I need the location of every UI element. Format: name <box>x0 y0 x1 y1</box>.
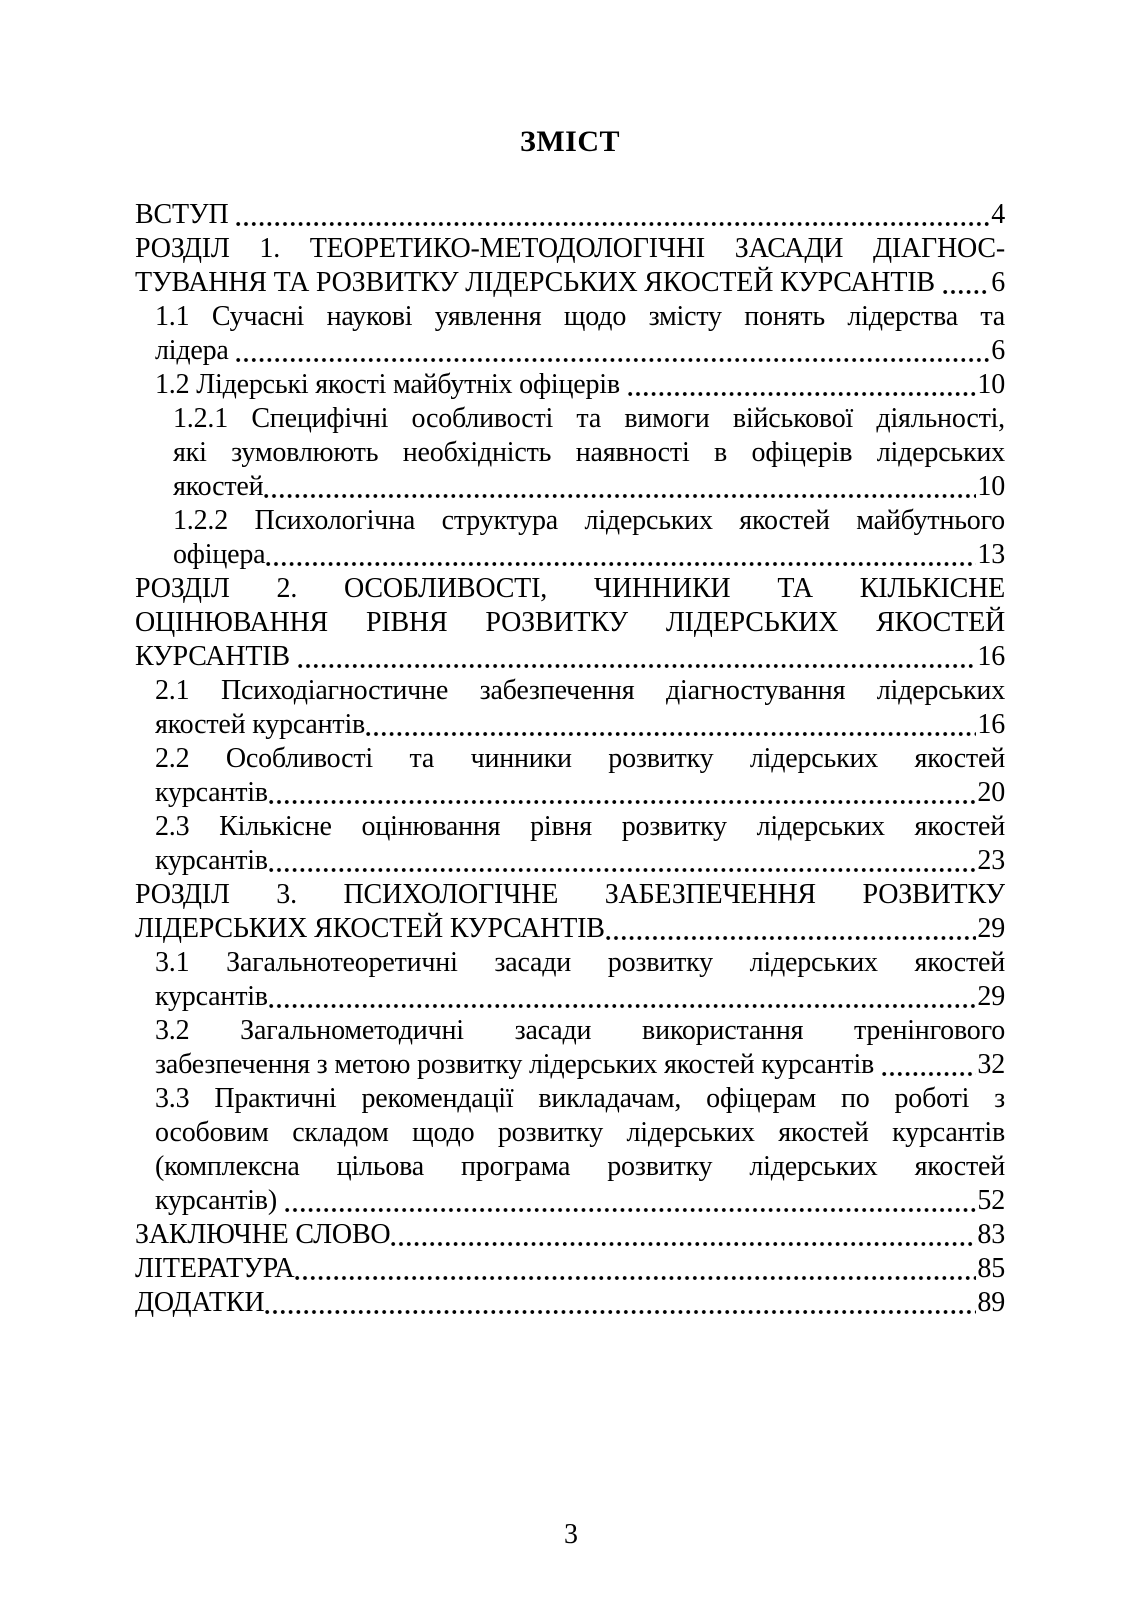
toc-page-number: 10 <box>977 369 1005 400</box>
toc-page-number: 85 <box>977 1253 1005 1284</box>
table-of-contents <box>135 198 1005 1320</box>
toc-page-number: 6 <box>991 267 1005 298</box>
toc-page-number: 16 <box>977 641 1005 672</box>
dot-leader <box>264 493 976 499</box>
toc-entry-lastline <box>155 708 1005 742</box>
toc-entry <box>135 402 1005 504</box>
toc-entry-line: РОЗДІЛ 1. ТЕОРЕТИКО-МЕТОДОЛОГІЧНІ ЗАСАДИ ДІАГНОС- <box>135 233 1005 264</box>
toc-entry-line: 2.1 Психодіагностичне забезпечення діагностування лідерських <box>155 675 1005 706</box>
dot-leader <box>391 1241 976 1247</box>
dot-leader <box>266 561 976 567</box>
toc-entry <box>135 810 1005 878</box>
toc-entry <box>135 504 1005 572</box>
toc-entry-lastline <box>155 1184 1005 1218</box>
toc-page-number: 4 <box>991 199 1005 230</box>
page-content <box>135 124 1005 1320</box>
toc-entry-lastline <box>155 334 1005 368</box>
toc-page-number: 52 <box>977 1185 1005 1216</box>
toc-entry-text: ДОДАТКИ <box>135 1287 265 1318</box>
dot-leader <box>298 663 977 669</box>
toc-page-number: 6 <box>991 335 1005 366</box>
toc-entry-text: КУРСАНТІВ <box>135 641 297 672</box>
toc-entry <box>135 674 1005 742</box>
toc-entry-lastline <box>135 266 1005 300</box>
toc-entry-lastline <box>155 776 1005 810</box>
toc-entry-lastline <box>135 640 1005 674</box>
toc-entry-line: 1.1 Сучасні наукові уявлення щодо змісту понять лідерства та <box>155 301 1005 332</box>
toc-entry <box>135 1286 1005 1320</box>
dot-leader <box>236 221 990 227</box>
toc-entry-lastline <box>155 368 1005 402</box>
toc-entry-lastline <box>135 912 1005 946</box>
dot-leader <box>285 1207 977 1213</box>
toc-entry <box>135 1218 1005 1252</box>
toc-entry-text: курсантів <box>155 981 268 1012</box>
toc-entry <box>135 878 1005 946</box>
toc-entry-text: лідера <box>155 335 236 366</box>
toc-entry <box>135 198 1005 232</box>
toc-entry-line: 2.2 Особливості та чинники розвитку лідерських якостей <box>155 743 1005 774</box>
toc-entry-text: якостей курсантів <box>155 709 366 740</box>
dot-leader <box>265 1309 976 1315</box>
toc-entry-text: курсантів <box>155 777 268 808</box>
toc-entry <box>135 1014 1005 1082</box>
toc-page-number: 10 <box>977 471 1005 502</box>
toc-entry-lastline <box>173 470 1005 504</box>
toc-entry-text: ЛІТЕРАТУРА <box>135 1253 295 1284</box>
toc-page-number: 89 <box>977 1287 1005 1318</box>
toc-entry <box>135 1082 1005 1218</box>
toc-page-number: 20 <box>977 777 1005 808</box>
toc-entry <box>135 1252 1005 1286</box>
toc-entry-text: курсантів <box>155 845 268 876</box>
toc-page-number: 32 <box>977 1049 1005 1080</box>
toc-entry-line: РОЗДІЛ 2. ОСОБЛИВОСТІ, ЧИННИКИ ТА КІЛЬКІСНЕ <box>135 573 1005 604</box>
dot-leader <box>628 391 977 397</box>
toc-entry-line: РОЗДІЛ 3. ПСИХОЛОГІЧНЕ ЗАБЕЗПЕЧЕННЯ РОЗВИТКУ <box>135 879 1005 910</box>
toc-entry-lastline <box>135 1252 1005 1286</box>
toc-page-number: 29 <box>977 981 1005 1012</box>
dot-leader <box>366 731 976 737</box>
page-title: ЗМІСТ <box>520 125 620 158</box>
dot-leader <box>882 1071 977 1077</box>
dot-leader <box>269 867 977 873</box>
toc-entry-line: 1.2.2 Психологічна структура лідерських якостей майбутнього <box>173 505 1005 536</box>
toc-entry-line: особовим складом щодо розвитку лідерських якостей курсантів <box>155 1117 1005 1148</box>
toc-entry-lastline <box>155 844 1005 878</box>
toc-entry-lastline <box>155 980 1005 1014</box>
toc-entry <box>135 232 1005 300</box>
toc-entry-text: офіцера <box>173 539 266 570</box>
dot-leader <box>269 799 977 805</box>
toc-entry-text: ТУВАННЯ ТА РОЗВИТКУ ЛІДЕРСЬКИХ ЯКОСТЕЙ КУРСАНТІВ <box>135 267 942 298</box>
toc-entry-line: 3.2 Загальнометодичні засади використання тренінгового <box>155 1015 1005 1046</box>
toc-page-number: 13 <box>977 539 1005 570</box>
toc-entry-text: курсантів) <box>155 1185 284 1216</box>
dot-leader <box>236 357 990 363</box>
toc-entry-lastline <box>155 1048 1005 1082</box>
toc-entry <box>135 742 1005 810</box>
toc-entry <box>135 368 1005 402</box>
toc-page-number: 16 <box>977 709 1005 740</box>
toc-entry-line: (комплексна цільова програма розвитку лідерських якостей <box>155 1151 1005 1182</box>
toc-entry-lastline <box>135 1286 1005 1320</box>
toc-entry-line: які зумовлюють необхідність наявності в офіцерів лідерських <box>173 437 1005 468</box>
toc-entry-text: ЛІДЕРСЬКИХ ЯКОСТЕЙ КУРСАНТІВ <box>135 913 605 944</box>
dot-leader <box>269 1003 977 1009</box>
toc-entry-line: 3.1 Загальнотеоретичні засади розвитку лідерських якостей <box>155 947 1005 978</box>
toc-entry-lastline <box>173 538 1005 572</box>
toc-entry-lastline <box>135 1218 1005 1252</box>
dot-leader <box>606 935 977 941</box>
toc-entry-text: якостей <box>173 471 264 502</box>
toc-entry-text: забезпечення з метою розвитку лідерських якостей курсантів <box>155 1049 881 1080</box>
toc-entry-text: ЗАКЛЮЧНЕ СЛОВО <box>135 1219 391 1250</box>
toc-entry-line: ОЦІНЮВАННЯ РІВНЯ РОЗВИТКУ ЛІДЕРСЬКИХ ЯКОСТЕЙ <box>135 607 1005 638</box>
toc-entry <box>135 300 1005 368</box>
toc-entry <box>135 946 1005 1014</box>
dot-leader <box>295 1275 976 1281</box>
toc-entry-line: 2.3 Кількісне оцінювання рівня розвитку лідерських якостей <box>155 811 1005 842</box>
toc-page-number: 29 <box>977 913 1005 944</box>
toc-page-number: 23 <box>977 845 1005 876</box>
dot-leader <box>943 289 990 295</box>
toc-entry-text: 1.2 Лідерські якості майбутніх офіцерів <box>155 369 627 400</box>
toc-entry-text: ВСТУП <box>135 199 236 230</box>
toc-page-number: 83 <box>977 1219 1005 1250</box>
toc-entry-line: 1.2.1 Специфічні особливості та вимоги військової діяльності, <box>173 403 1005 434</box>
toc-entry-line: 3.3 Практичні рекомендації викладачам, офіцерам по роботі з <box>155 1083 1005 1114</box>
toc-entry-lastline <box>135 198 1005 232</box>
page-number: 3 <box>564 1519 578 1550</box>
toc-entry <box>135 572 1005 674</box>
